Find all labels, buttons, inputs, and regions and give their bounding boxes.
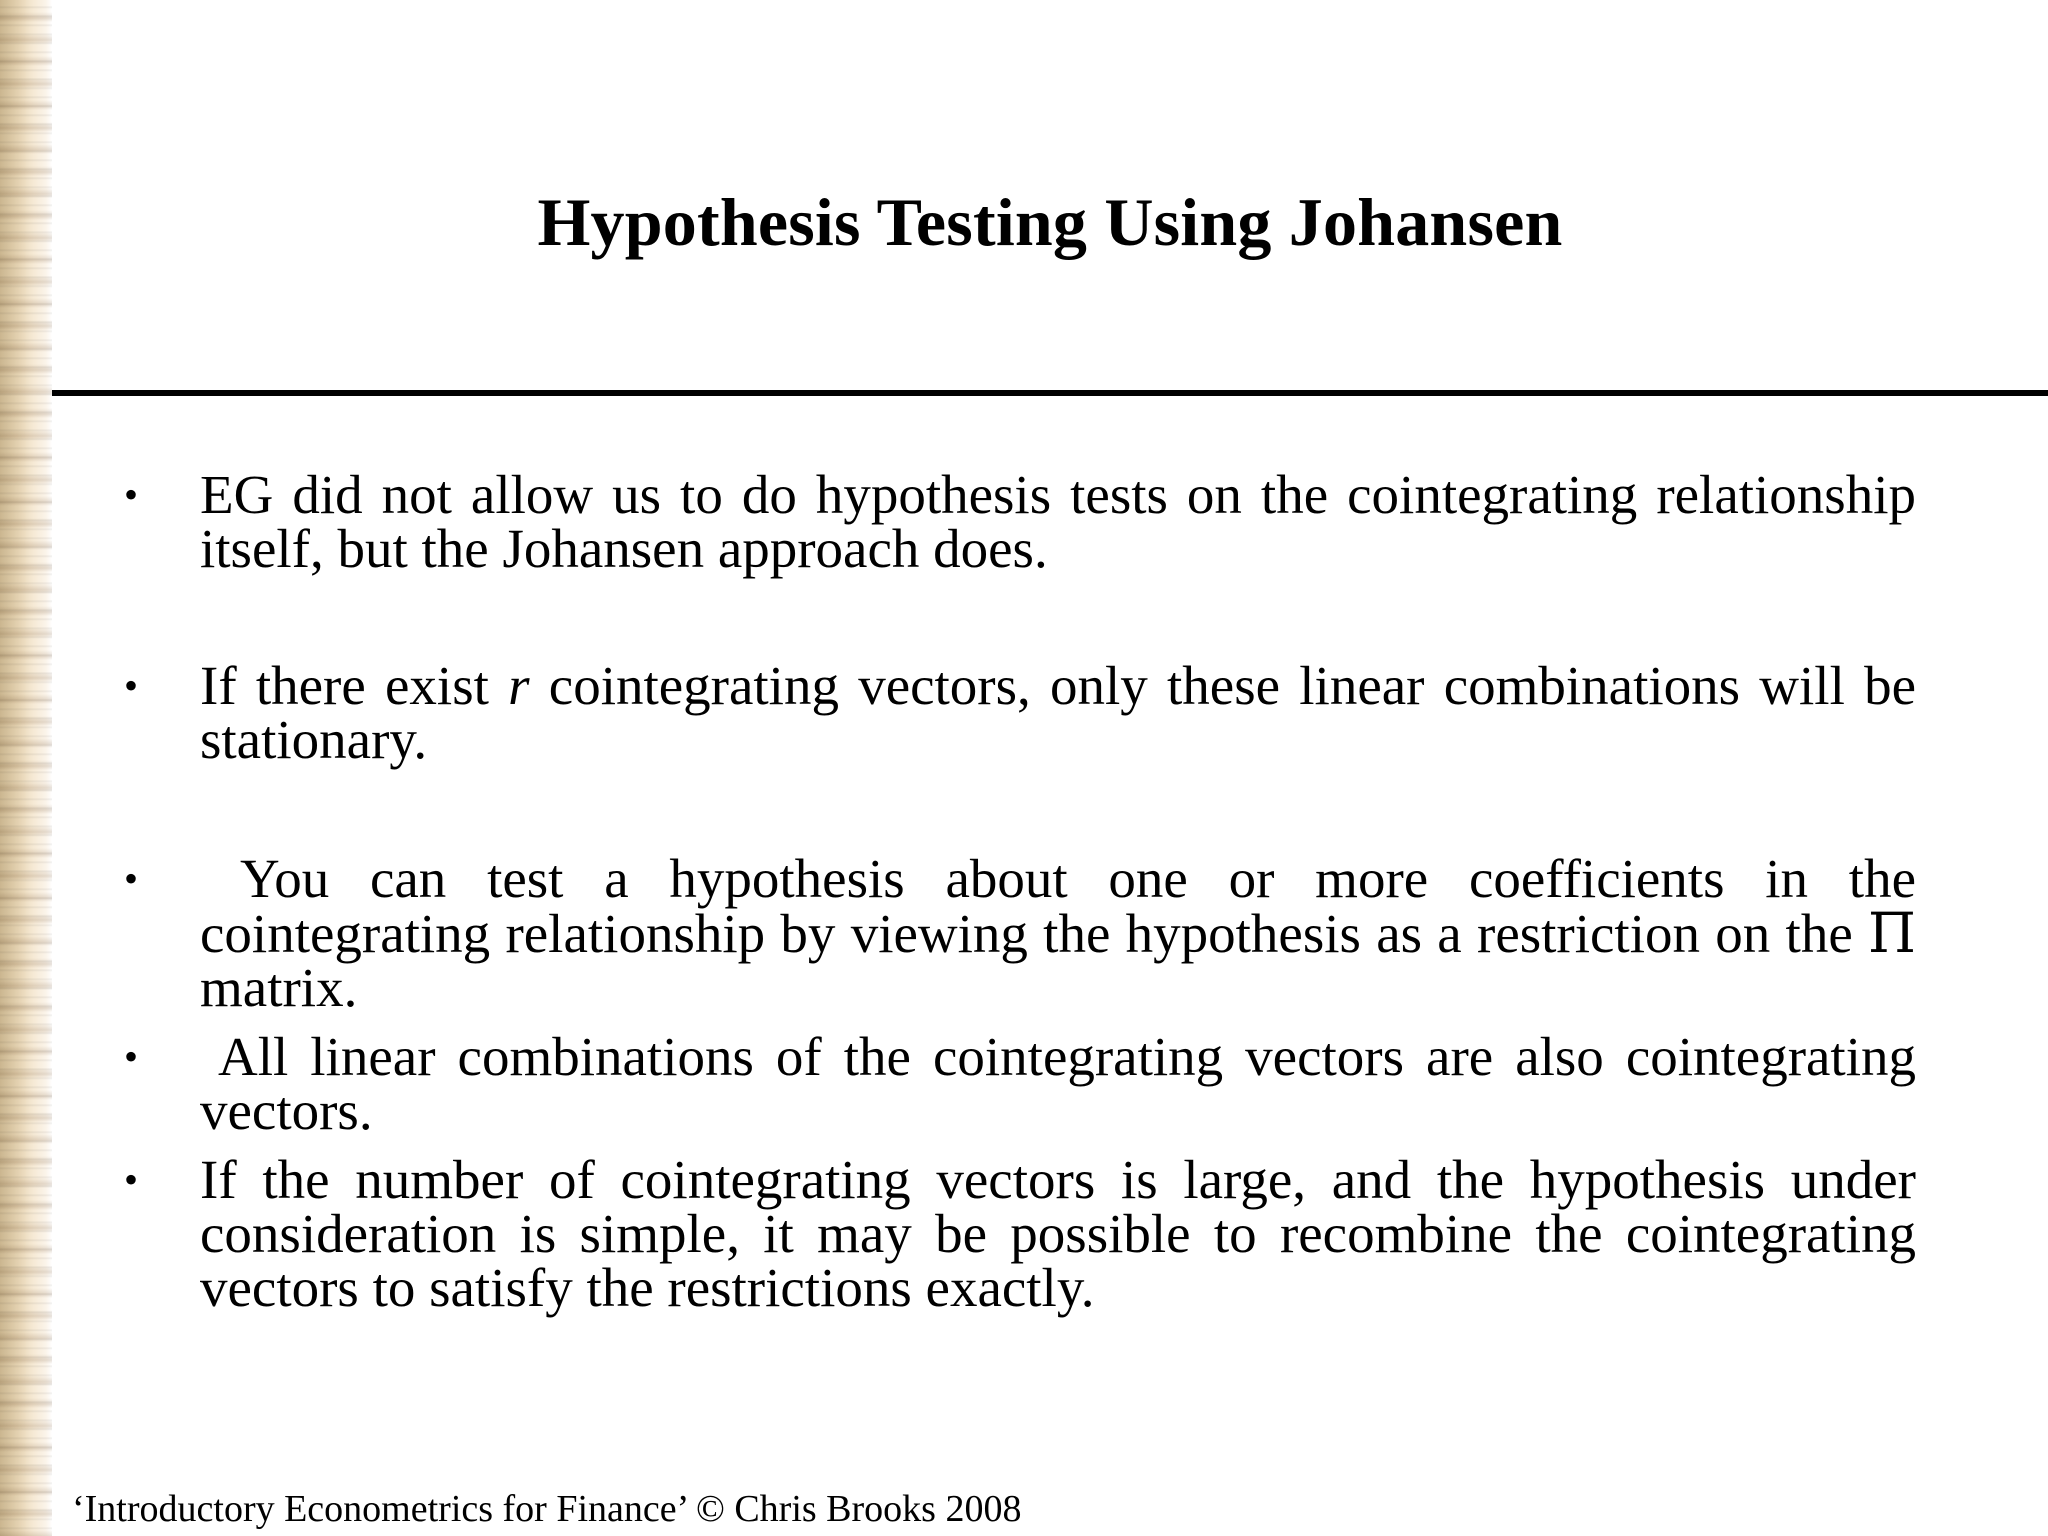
bullet-text xyxy=(200,848,1916,1018)
bullet-text xyxy=(200,655,1916,770)
bullet-marker: • xyxy=(124,1157,139,1202)
bullet-marker: • xyxy=(124,1034,139,1079)
bullet-list xyxy=(116,464,1916,1318)
bullet-marker: • xyxy=(124,856,139,901)
decorative-left-strip xyxy=(0,0,52,1536)
bullet-item xyxy=(116,1149,1916,1318)
bullet-item xyxy=(116,1026,1916,1141)
bullet-item xyxy=(116,655,1916,770)
bullet-marker: • xyxy=(124,472,139,517)
bullet-text: EG did not allow us to do hypothesis tests on the cointegrating relationship itself, but the Johansen approach does. xyxy=(200,464,1916,579)
bullet-text: If the number of cointegrating vectors is large, and the hypothesis under consideration is simple, it may be possible to recombine the cointegrating vectors to satisfy the restrictions exactly. xyxy=(200,1149,1916,1318)
bullet-text-part: If there exist xyxy=(200,655,509,716)
bullet-text-part: cointegrating vectors, only these linear combinations will be stationary. xyxy=(200,655,1916,770)
italic-variable: r xyxy=(508,655,530,716)
slide-title: Hypothesis Testing Using Johansen xyxy=(537,184,1563,260)
title-divider xyxy=(52,390,2048,396)
pi-symbol: Π xyxy=(1868,901,1916,965)
footer-copyright: ‘Introductory Econometrics for Finance’ © Chris Brooks 2008 xyxy=(72,1488,1022,1530)
bullet-text: All linear combinations of the cointegrating vectors are also cointegrating vectors. xyxy=(200,1026,1916,1141)
bullet-item xyxy=(116,464,1916,579)
bullet-text-part: matrix. xyxy=(200,957,358,1018)
bullet-item xyxy=(116,848,1916,1018)
bullet-marker: • xyxy=(124,663,139,708)
bullet-text-part: You can test a hypothesis about one or more coefficients in the cointegrating relationship by viewing the hypothesis as a restriction on the xyxy=(200,848,1916,964)
